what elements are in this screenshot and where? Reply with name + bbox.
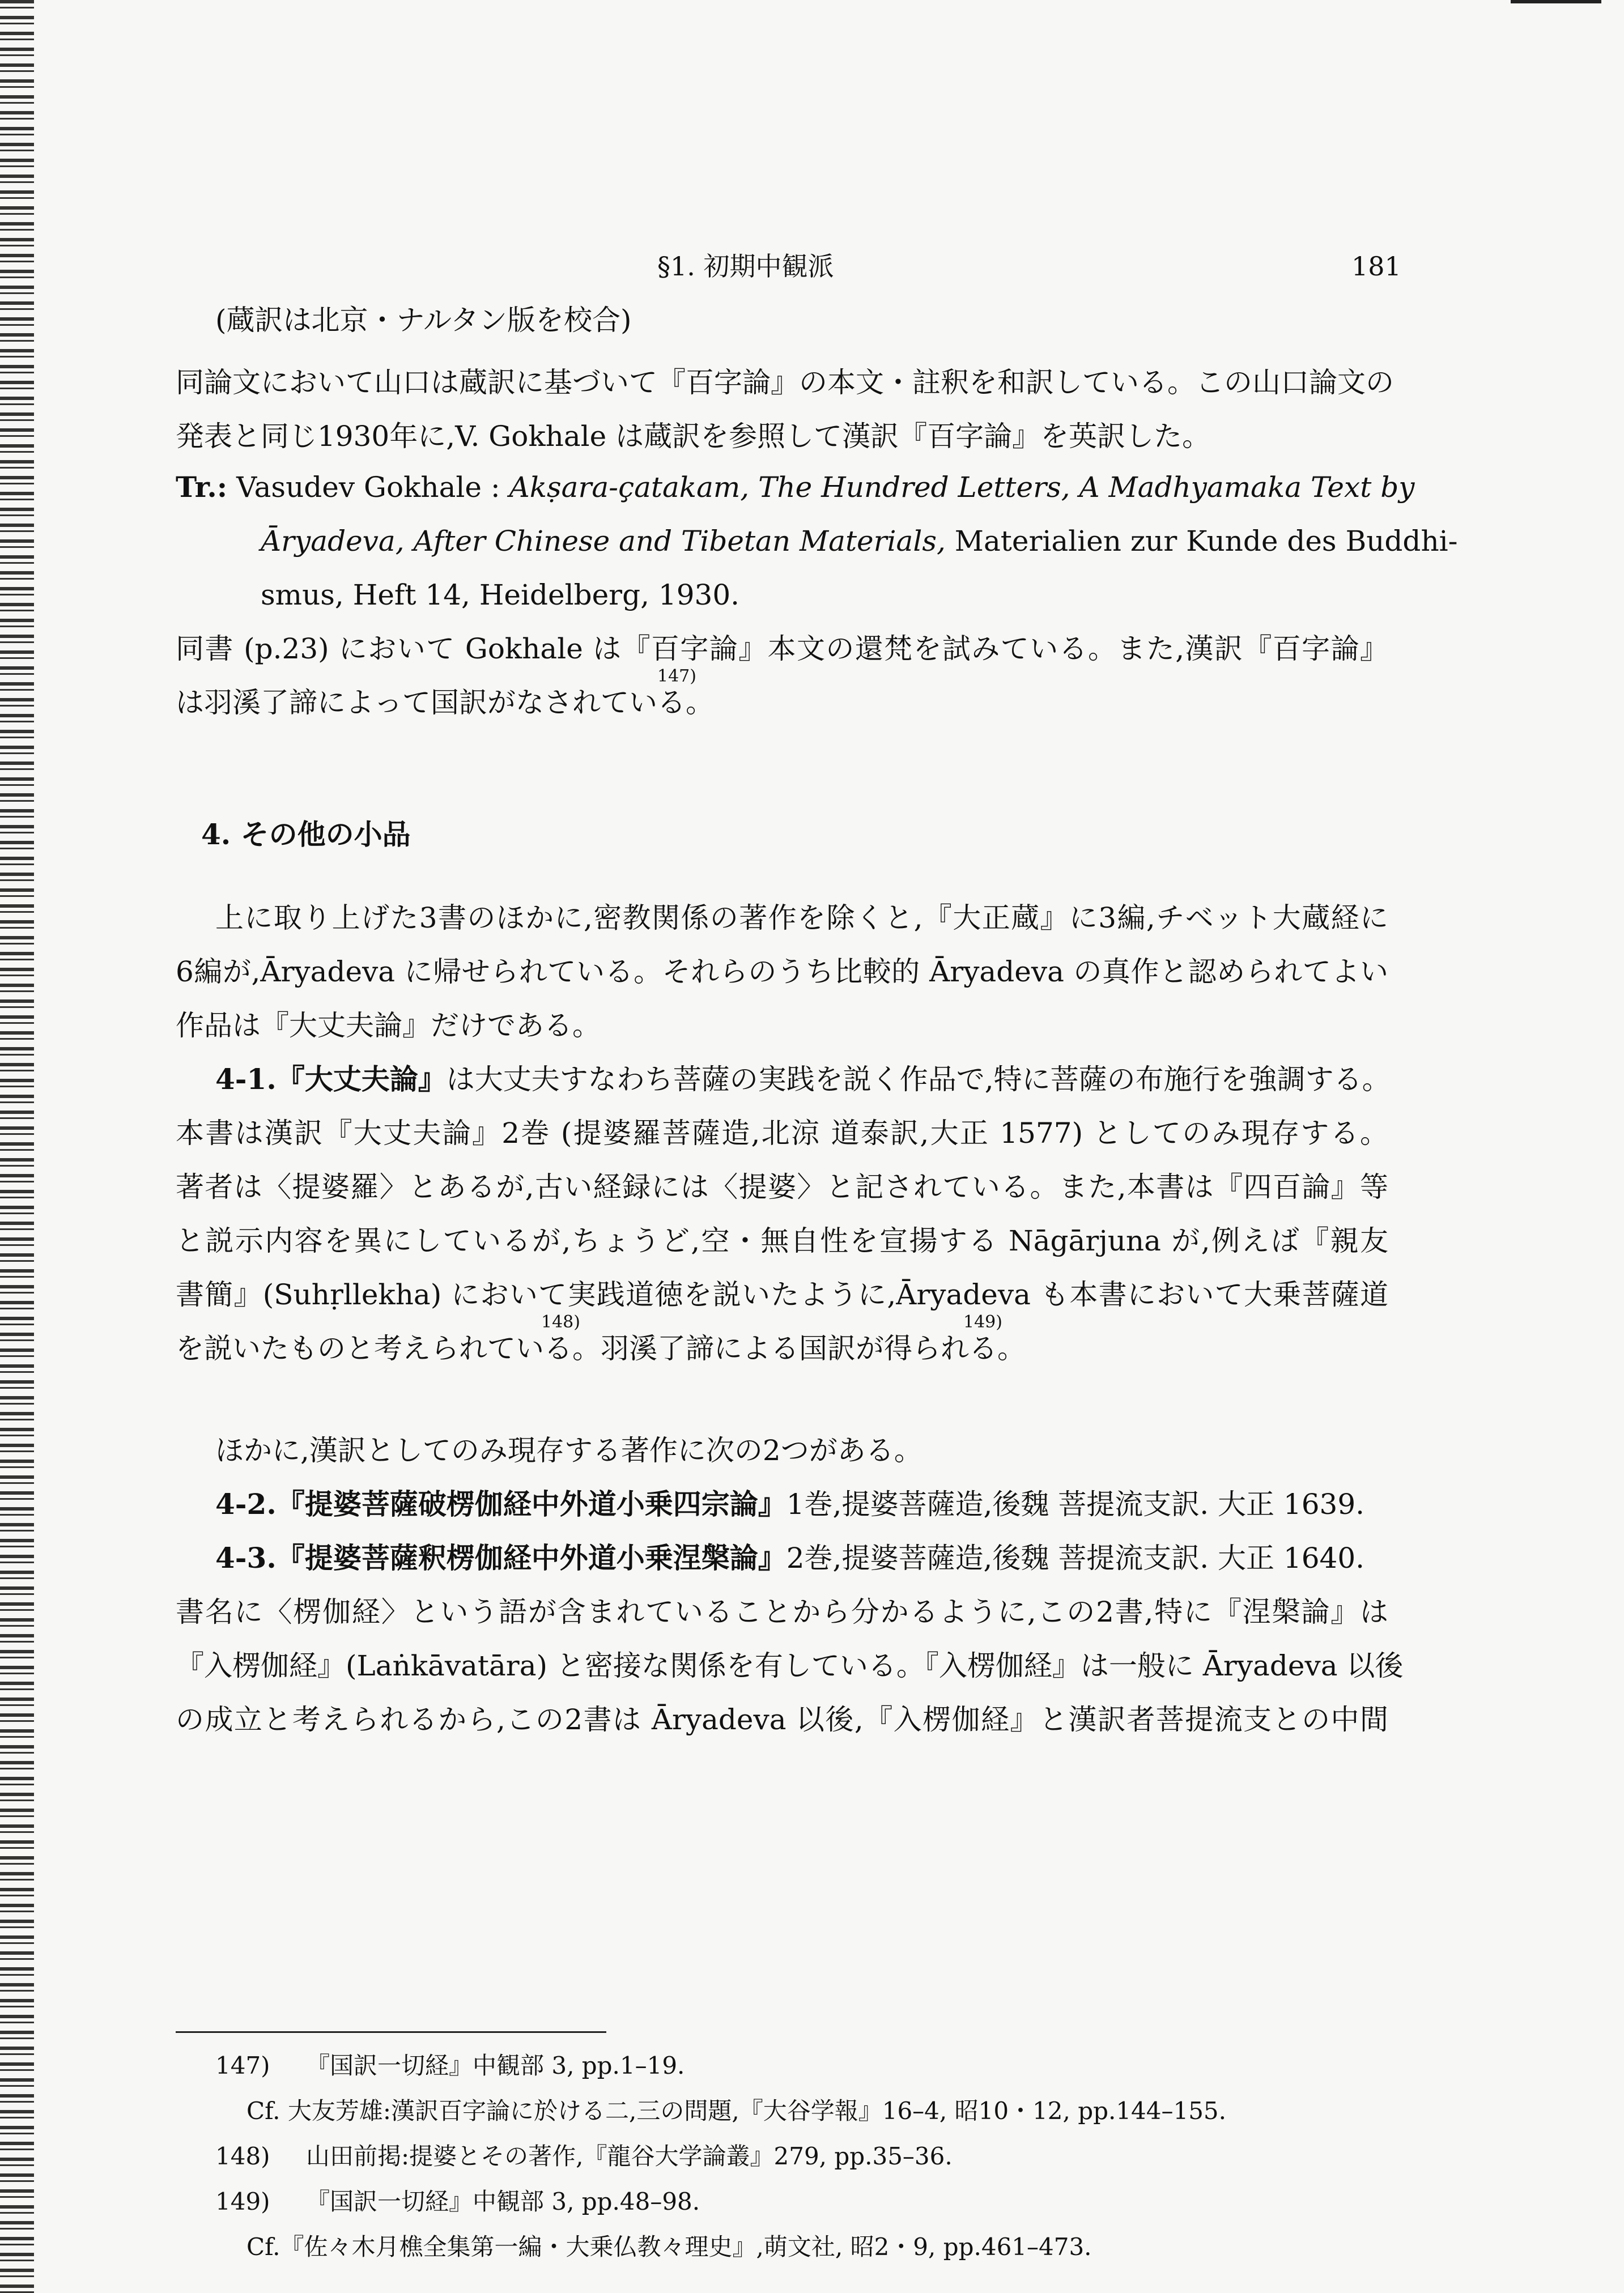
running-header: §1. 初期中観派 [657,251,834,282]
footnote-147-text: 『国訳一切経』中観部 3, pp.1–19. [306,2052,685,2079]
page-number: 181 [1351,251,1401,282]
item-4-1-line-5: 書簡』(Suhṛllekha) において実践道徳を説いたように,Āryadeva も本書において大乗菩薩道 [176,1278,1388,1311]
footnote-149-text: 『国訳一切経』中観部 3, pp.48–98. [306,2188,700,2215]
translation-line-3: smus, Heft 14, Heidelberg, 1930. [261,578,740,611]
para1-line-1: 上に取り上げた3書のほかに,密教関係の著作を除くと,『大正蔵』に3編,チベット大蔵経に [215,901,1388,934]
footnote-148-text: 山田前掲:提婆とその著作,『龍谷大学論叢』279, pp.35–36. [306,2142,953,2170]
intro-line-3: 発表と同じ1930年に,V. Gokhale は蔵訳を参照して漢訳『百字論』を英訳した。 [176,420,1211,453]
translation-series: Materialien zur Kunde des Buddhi- [945,525,1458,558]
item-4-1-label: 4-1.『大丈夫論』 [215,1062,447,1096]
para3-line-2: 『入楞伽経』(Laṅkāvatāra) と密接な関係を有している。『入楞伽経』は一般に Āryadeva 以後 [176,1649,1404,1682]
translation-line-1 [176,470,1415,504]
item-4-1-text: は大丈夫すなわち菩薩の実践を説く作品で,特に菩薩の布施行を強調する。 [446,1063,1391,1096]
item-4-3 [215,1541,1388,1575]
item-4-2-label: 4-2.『提婆菩薩破楞伽経中外道小乗四宗論』 [215,1487,787,1521]
after-translation-line-1: 同書 (p.23) において Gokhale は『百字論』本文の還梵を試みている。また,漢訳『百字論』 [176,632,1388,665]
para1-line-2: 6編が,Āryadeva に帰せられている。それらのうち比較的 Āryadeva の真作と認められてよい [176,955,1388,988]
translation-title-part-1: Akṣara-çatakam, The Hundred Letters, A Madhyamaka Text by [509,471,1415,504]
item-4-3-text: 2巻,提婆菩薩造,後魏 菩提流支訳. 大正 1640. [786,1542,1365,1575]
footnote-147-cf: Cf. 大友芳雄:漢訳百字論に於ける二,三の問題,『大谷学報』16–4, 昭10・12, pp.144–155. [246,2097,1226,2125]
section-heading-4: 4. その他の小品 [201,818,411,851]
intro-line-2: 同論文において山口は蔵訳に基づいて『百字論』の本文・註釈を和訳している。この山口論文の [176,366,1394,399]
translation-line-2 [261,524,1458,558]
item-4-1-line-3: 著者は〈提婆羅〉とあるが,古い経録には〈提婆〉と記されている。また,本書は『四百論』等 [176,1171,1388,1203]
para3-line-3: の成立と考えられるから,この2書は Āryadeva 以後,『入楞伽経』と漢訳者菩提流支との中間 [176,1703,1388,1736]
item-4-1-line-6: を説いたものと考えられている。羽溪了諦による国訳が得られる。 [176,1332,1026,1365]
item-4-1-line-2: 本書は漢訳『大丈夫論』2巻 (提婆羅菩薩造,北涼 道泰訳,大正 1577) としてのみ現存する。 [176,1117,1388,1150]
translation-label: Tr.: [176,470,228,504]
footnote-149-cf: Cf.『佐々木月樵全集第一編・大乗仏教々理史』,萌文社, 昭2・9, pp.461–473. [246,2233,1092,2261]
translation-title-part-2: Āryadeva, After Chinese and Tibetan Materials, [261,525,946,558]
scanned-page-edge [0,0,34,2293]
footnote-148-number: 148) [215,2142,270,2170]
item-4-2-text: 1巻,提婆菩薩造,後魏 菩提流支訳. 大正 1639. [786,1488,1365,1521]
item-4-1-line-1 [215,1062,1391,1096]
footnote-147-number: 147) [215,2052,270,2079]
item-4-2 [215,1487,1388,1521]
para1-line-3: 作品は『大丈夫論』だけである。 [176,1009,601,1042]
note-ref-148: 148) [541,1312,580,1332]
item-4-3-label: 4-3.『提婆菩薩釈楞伽経中外道小乗涅槃論』 [215,1541,787,1575]
footnote-149-number: 149) [215,2188,270,2215]
para3-line-1: 書名に〈楞伽経〉という語が含まれていることから分かるように,この2書,特に『涅槃論』は [176,1596,1388,1628]
intro-line-1: (蔵訳は北京・ナルタン版を校合) [215,304,632,337]
footnote-separator [176,2031,606,2033]
translation-author: Vasudev Gokhale : [236,471,509,504]
note-ref-147: 147) [657,666,696,686]
para2: ほかに,漢訳としてのみ現存する著作に次の2つがある。 [215,1434,922,1467]
item-4-1-line-4: と説示内容を異にしているが,ちょうど,空・無自性を宣揚する Nāgārjuna が,例えば『親友 [176,1224,1388,1257]
after-translation-line-2: は羽溪了諦によって国訳がなされている。 [176,686,714,719]
top-edge-mark [1511,0,1601,3]
note-ref-149: 149) [963,1312,1002,1332]
